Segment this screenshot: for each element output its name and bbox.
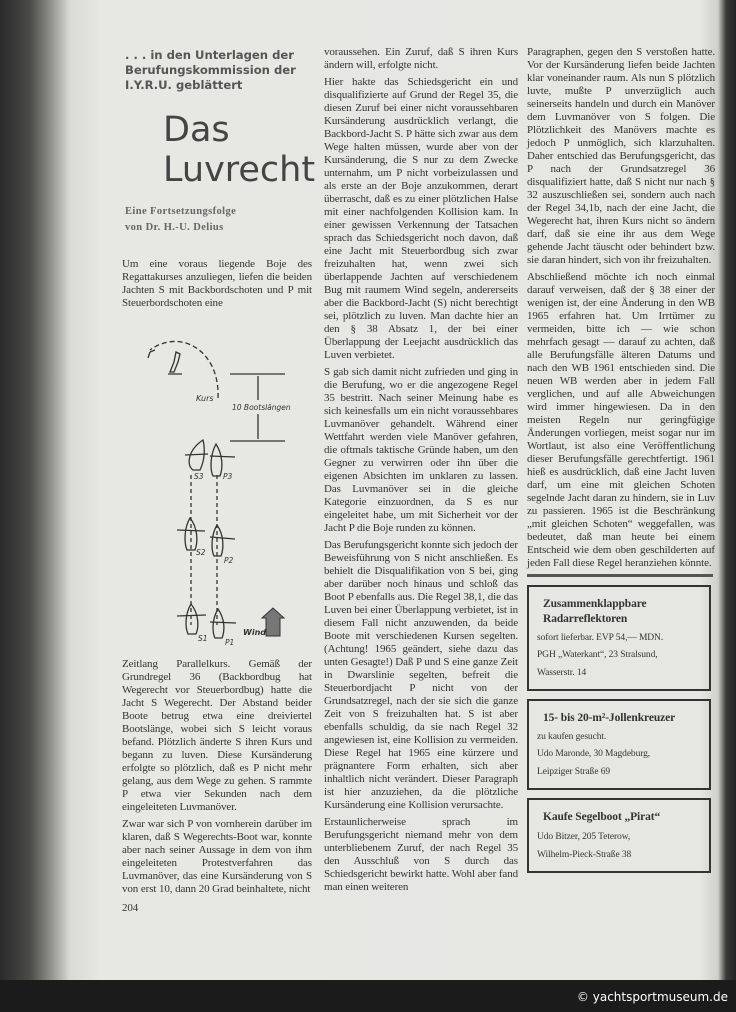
course-arc: [150, 341, 218, 398]
ad-address: Udo Maronde, 30 Magdeburg,: [537, 749, 651, 759]
divider-rule: [527, 574, 713, 577]
paragraph: S gab sich damit nicht zufrieden und ging in die Berufung, wo er die angezogene Regel 35 bestritt. Nach seiner Meinung habe es sich keinesfalls um ein nicht voraussehbares Luvmanöver gehandelt. Während einer Wettfahrt werden viele Manöver gefahren, die oftmals taktische Gründe haben, um den Gegner zu verwirren oder ihn über die eigenen Absichten im unklaren zu lassen. Das Luvmanöver sei in die gleiche Kategorie einzuordnen, da S es nur eingeleitet habe, um mit Sicherheit vor der Jacht P die Boje runden zu können.: [324, 366, 518, 534]
column-1-bottom: [122, 658, 312, 915]
column-1-top: [122, 258, 312, 314]
byline-line-2: von Dr. H.-U. Delius: [125, 222, 224, 233]
paragraph: Zwar war sich P von vornherein darüber im klaren, daß S Wegerechts-Boot war, konnte aber nach seiner Aussage in dem von ihm eingeleiteten Protestverfahren das Luvmanöver, das eine Kursänderung von S von erst 10, dann 20 Grad beinhaltete, nicht: [122, 818, 312, 895]
arrow-head-icon: [148, 350, 155, 358]
byline-line-1: Eine Fortsetzungsfolge: [125, 206, 237, 217]
buoy-icon: [168, 352, 182, 374]
ad-address: PGH „Waterkant“, 23 Stralsund,: [537, 650, 658, 660]
classified-ad-pirat: [527, 798, 711, 873]
paragraph: Zeitlang Parallelkurs. Gemäß der Grundregel 36 (Backbordbug hat Wegerecht vor Steuerbordbug) hatte die Jacht S Wegerecht. Der Abstand beider Boote betrug etwa eine dreiviertel Bootslänge, wobei sich S leicht voraus befand. Plötzlich änderte S ihren Kurs und begann zu luven. Diese Kursänderung erfolgte so plötzlich, daß es P nicht mehr gelang, aus dem Wege zu gehen. S rammte P etwa vier Sekunden nach dem eingeleiteten Luvmanöver.: [122, 658, 312, 813]
page-number: 204: [122, 902, 139, 914]
classified-ad-jollenkreuzer: [527, 699, 711, 790]
column-2: [324, 46, 518, 898]
boat-s3-icon: [185, 440, 208, 470]
ad-headline: Zusammenklappbare Radarreflektoren: [543, 598, 647, 625]
label-p3: P3: [223, 472, 233, 481]
watermark: © yachtsportmuseum.de: [576, 990, 728, 1004]
ad-address: Udo Bitzer, 205 Teterow,: [537, 832, 631, 842]
article-title: [163, 110, 315, 190]
classified-ad-radar: [527, 585, 711, 691]
paragraph: Das Berufungsgericht konnte sich jedoch der Beweisführung von S nicht anschließen. Es behielt die Disqualifikation von S bei, ging aber darüber noch hinaus und schloß das Boot P ebenfalls aus. Die Regel 38,1, die das Luven bei einer Überlappung verbietet, ist in diesem Fall nicht anzuwenden, da beide Boote mit verschiedenen Kursen segelten. (Achtung! 1965 geändert, siehe dazu das unten Gesagte!) Daß P und S eine ganze Zeit in Dwarslinie segelten, befreit die Steuerbordjacht P nicht von der Grundsatzregel, nach der sie sich die ganze Zeit von S freizuhalten hat. S ist aber ebenfalls schuldig, da sie nach Regel 32 angewiesen ist, eine Kollision zu vermeiden. Diese Regel hat 1965 eine kürzere und prägnantere Form erhalten, sich aber inhaltlich nicht verändert. Dieser Paragraph ist hier anzuziehen, da die plötzliche Kursänderung eine Kollision verursachte.: [324, 539, 518, 811]
paragraph: Erstaunlicherweise sprach im Berufungsgericht niemand mehr von dem unterbliebenem Zuruf, der nach Regel 35 den Ausschluß von S durch das Schiedsgericht bewirkt hatte. Wohl aber fand man einen weiteren: [324, 816, 518, 893]
label-distance: 10 Bootslängen: [232, 403, 291, 412]
title-line-2: Luvrecht: [163, 150, 316, 190]
label-wind: Wind: [243, 628, 266, 637]
column-3: [527, 46, 715, 873]
ad-text: zu kaufen gesucht.: [537, 732, 607, 742]
article-byline: [125, 204, 236, 236]
label-p2: P2: [224, 556, 234, 565]
label-s3: S3: [194, 472, 204, 481]
course-diagram: [110, 330, 310, 650]
title-line-1: Das: [163, 110, 230, 150]
boat-p2-icon: [210, 525, 235, 556]
paragraph: Paragraphen, gegen den S verstoßen hatte. Vor der Kursänderung liefen beide Jachten klar voneinander raum. Als nun S plötzlich luvte, mußte P unverzüglich auch seinerseits handeln und durch ein Manöver dem Luvmanöver von S folgen. Die Plötzlichkeit des Manövers machte es jedoch P unmöglich, sich klarzuhalten. Daher entschied das Berufungsgericht, das P nach der Grundsatzregel 36 disqualifiziert hatte, daß S nicht nur nach § 32 auszuschließen sei, sondern auch nach der Regel 34,1b, nach der eine Jacht, die Wegerecht hat, ihren Kurs nicht so ändern darf, daß sie eine ihr aus dem Wege gehende Jacht täuscht oder behindert bzw. sie daran hindert, sich von ihr freizuhalten.: [527, 46, 715, 266]
label-p1: P1: [225, 638, 235, 647]
boat-p1-icon: [210, 609, 236, 638]
label-s2: S2: [196, 548, 206, 557]
ad-address: Leipziger Straße 69: [537, 767, 611, 777]
ad-address: Wilhelm-Pieck-Straße 38: [537, 850, 632, 860]
paragraph: Um eine voraus liegende Boje des Regattakurses anzuliegen, liefen die beiden Jachten S mit Backbordschoten und P mit Steuerbordschoten eine: [122, 258, 312, 309]
paragraph: Abschließend möchte ich noch einmal darauf verweisen, daß der § 38 einer der wenigen ist, der eine Änderung in den WB 1965 erfahren hat. Um Irrtümer zu vermeiden, bitte ich — wie schon mehrfach gesagt — darauf zu achten, daß alle Berufungsfälle älteren Datums und nach den WB 1961 entschieden sind. Die neuen WB werden aber in jedem Fall verglichen, und auf alle Abweichungen wird immer hingewiesen. Da in den meisten Regeln nur geringfügige Änderungen vorliegen, meist sogar nur im Wortlaut, ist also eine Veröffentlichung dieser Berufungsfälle gerechtfertigt. 1961 hieß es ausdrücklich, daß eine Jacht luven darf, um eine mit gleichen Schoten segelnde Jacht daran zu hindern, sie in Luv zu passieren. 1965 ist die Beschränkung „mit gleichen Schoten“ weggefallen, was bedeutet, daß man heute bei einem Entscheid wie dem oben geschilderten auf jeden Fall diese Regel heranziehen könnte.: [527, 271, 715, 569]
ad-headline: 15- bis 20-m²-Jollenkreuzer: [543, 712, 676, 724]
paragraph: Hier hakte das Schiedsgericht ein und disqualifizierte auf Grund der Regel 35, die diesen Zuruf bei einer nicht voraussehbaren Kursänderung ausdrücklich verlangt, die Backbord-Jacht S. P hätte sich zwar aus dem Wege halten müssen, wurde aber von der Kursänderung, die S nur zu dem Zwecke unternahm, um P nicht vorbeizulassen und als erste an der Boje anzukommen, derart überrascht, daß es zu einer plötzlichen Halse mit einer nachfolgenden Kollision kam. In einer gewissen Verkennung der Tatsachen sprach das Schiedsgericht noch davon, daß eine Jacht mit Steuerbordbug sich zwar freizuhalten hat, wenn zwei sich überlappende Jachten auf verschiedenem Bug mit raumem Wind segeln, andererseits aber die Backbord-Jacht (S) nicht berechtigt sei, plötzlich zu luven. Man dachte hier an den § 38 Absatz 1, der bei einer Überlappung der Leejacht ausdrücklich das Luven verbietet.: [324, 76, 518, 361]
paragraph: voraussehen. Ein Zuruf, daß S ihren Kurs ändern will, erfolgte nicht.: [324, 46, 518, 71]
label-kurs: Kurs: [196, 394, 214, 403]
label-s1: S1: [198, 634, 208, 643]
article-kicker: . . . in den Unterlagen der Berufungskommission der I.Y.R.U. geblättert: [125, 48, 296, 92]
ad-text: sofort lieferbar. EVP 54,— MDN.: [537, 633, 664, 643]
ad-headline: Kaufe Segelboot „Pirat“: [543, 811, 661, 823]
ad-address: Wasserstr. 14: [537, 668, 587, 678]
